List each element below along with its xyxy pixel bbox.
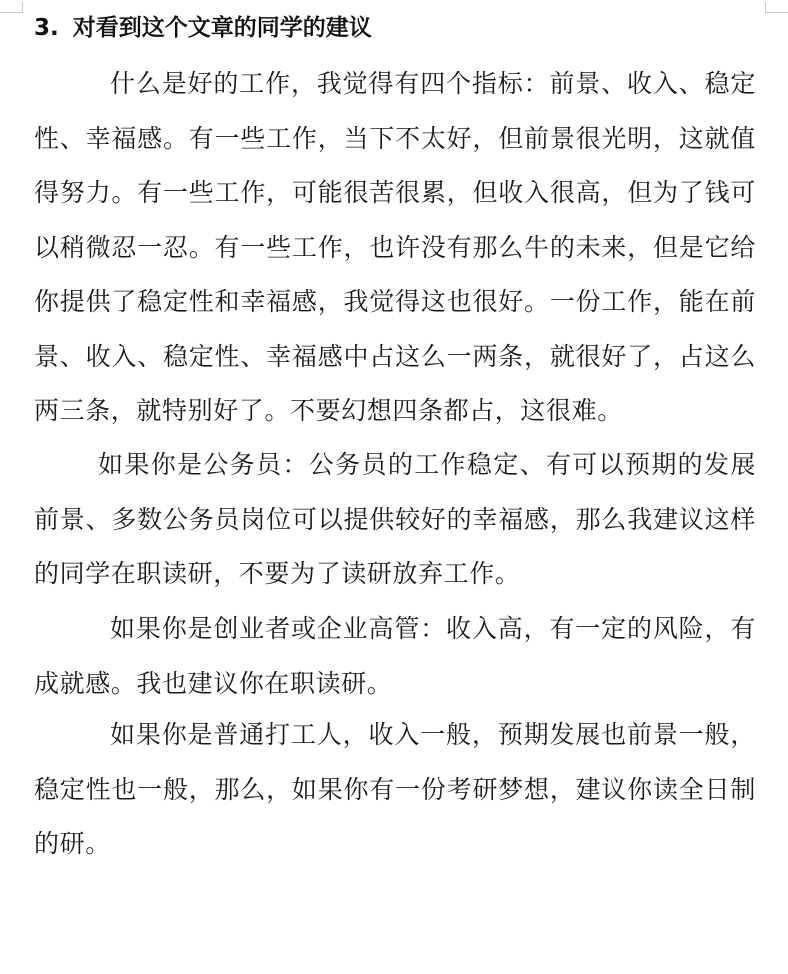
paragraph-good-job-criteria: 什么是好的工作，我觉得有四个指标：前景、收入、稳定性、幸福感。有一些工作，当下不太好，但前景很光明，这就值得努力。有一些工作，可能很苦很累，但收入很高，但为了钱可以稍微忍一忍。有一些工作，也许没有那么牛的未来，但是它给你提供了稳定性和幸福感，我觉得这也很好。一份工作，能在前景、收入、稳定性、幸福感中占这么一两条，就很好了，占这么两三条，就特别好了。不要幻想四条都占，这很难。: [34, 69, 756, 425]
page-corner-mark-right: [765, 2, 788, 13]
paragraph-ordinary-worker: 如果你是普通打工人，收入一般，预期发展也前景一般，稳定性也一般，那么，如果你有一份考研梦想，建议你读全日制的研。: [34, 720, 756, 858]
section-heading: [34, 8, 754, 48]
paragraph-civil-servant: 如果你是公务员：公务员的工作稳定、有可以预期的发展前景、多数公务员岗位可以提供较好的幸福感，那么我建议这样的同学在职读研，不要为了读研放弃工作。: [34, 450, 756, 588]
section-title: 对看到这个文章的同学的建议: [72, 15, 372, 41]
page-corner-mark-left: [0, 2, 23, 13]
paragraph-entrepreneur: 如果你是创业者或企业高管：收入高，有一定的风险，有成就感。我也建议你在职读研。: [34, 614, 756, 698]
section-number: 3.: [34, 15, 59, 41]
